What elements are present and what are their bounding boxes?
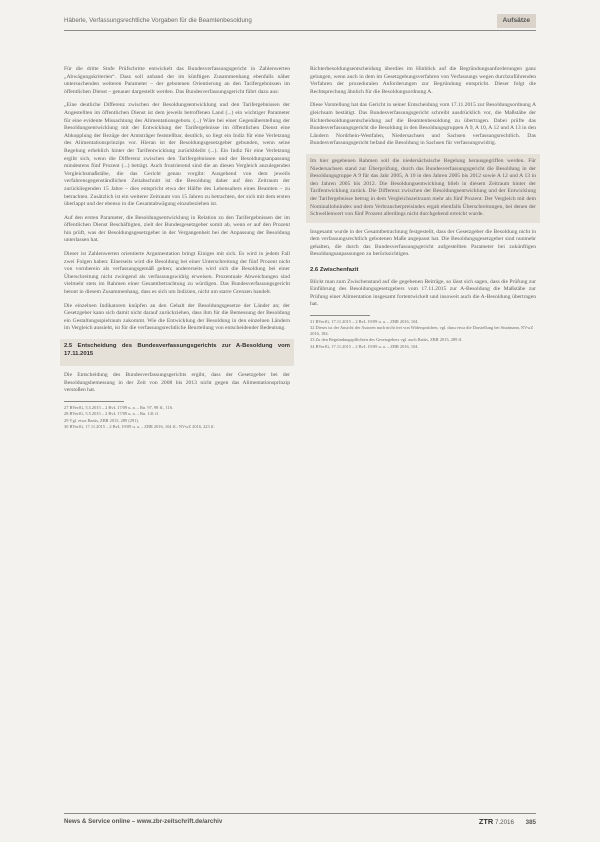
highlight-box bbox=[306, 154, 540, 223]
footnote: 30 BVerfG, 17.11.2015 – 2 BvL 19/09 u. a. – ZBR 2016, 104 ff.; NVwZ 2016, 223 ff. bbox=[64, 424, 215, 430]
footnote-rule bbox=[64, 401, 124, 402]
issue-number: 7.2016 bbox=[495, 819, 514, 826]
section-heading: 2.6 Zwischenfazit bbox=[310, 267, 359, 274]
paragraph: Die einzelnen Indikatoren knüpfen an den Gehalt der Besoldungsgesetze der Länder an; der Gesetzgeber kann sich damit nicht darauf zurückziehen, dass ihm für die Bemessung der Besoldung ein Gestaltungsspielraum zukommt. Wie die Entwicklung der Besoldung in den einzelnen Ländern im Vergleich aussieht, ist für die verfassungsrechtliche Beurteilung von entscheidender Bedeutung. bbox=[64, 302, 290, 332]
footnote: 32 Dieses ist der Ansicht der Autoren nach nicht frei von Widersprüchen, vgl. dazu etwa die Darstellung bei Stuttmann, NVwZ 2016, 184. bbox=[310, 325, 534, 336]
left-column bbox=[64, 66, 290, 431]
footnote: 31 BVerfG, 17.11.2015 – 2 BvL 19/09 u. a. – ZBR 2016, 104. bbox=[310, 318, 419, 324]
right-column bbox=[310, 66, 536, 351]
footnote: 33 Zu den Begründungspflichten des Gesetzgebers vgl. auch Battis, ZBR 2015, 289 ff. bbox=[310, 337, 463, 343]
running-title: Häberle, Verfassungsrechtliche Vorgaben für die Beamtenbesoldung bbox=[64, 17, 252, 24]
paragraph: Die Entscheidung des Bundesverfassungsgerichts ergibt, dass der Gesetzgeber bei der Besoldungsbemessung in der Zeit von 2008 bis 2013 nicht gegen das Alimentationsprinzip verstoßen hat. bbox=[64, 372, 290, 394]
running-header bbox=[64, 14, 536, 28]
footnote: 27 BVerfG, 5.5.2015 – 2 BvL 17/09 u. a. – Rn. 97, 98 ff., 116. bbox=[64, 404, 174, 410]
paragraph: Blickt man zum Zwischenstand auf die gegebenen Beiträge, so lässt sich sagen, dass die Prüfung zur Einführung des Besoldungsgesetzgebers vom 17.11.2015 zur A-Besoldung die Maßstäbe zur Prüfung einer Alimentation insgesamt fortentwickelt und insoweit auch die A-Besoldung übertragen hat. bbox=[310, 278, 536, 308]
header-rule bbox=[64, 30, 536, 31]
paragraph: Auf den ersten Parameter, die Besoldungsentwicklung in Relation zu den Tarifergebnissen der im öffentlichen Dienst Beschäftigten, zielt der Bundesgesetzgeber somit ab, wenn er auf den Prozent hin prüft, was der Besoldungsgesetzgeber in der Vergangenheit bei der Anpassung der Besoldung unterlassen hat. bbox=[64, 214, 290, 244]
footnote: 29 Vgl. etwa Battis, ZBR 2015, 289 (291). bbox=[64, 417, 139, 423]
section-box bbox=[60, 339, 294, 366]
journal-name: ZTR bbox=[478, 817, 494, 826]
paragraph: Im hier gegebenen Rahmen soll die niedersächsische Regelung herausgegriffen werden. Für Niedersachsen stand zur Überprüfung, durch das Bundesverfassungsgericht die Besoldung in der Besoldungsgruppe A 9 für das Jahr 2005, A 10 in den Jahren 2005 bis 2012 sowie A 12 und A 13 in den Jahren 2005 bis 2012. Die Besoldungsentwicklung blieb in diesem Zeitraum hinter der Tarifentwicklung zurück. Die Differenz zwischen der Besoldungsentwicklung und der Entwicklung der Tarifergebnisse betrug in dem Vergleichszeitraum mehr als fünf Prozent. Der Vergleich mit dem Nominallohnindex und dem Verbraucherpreisindex ergab ebenfalls Überschreitungen, bei denen der Schwellenwert von fünf Prozent allerdings nicht durchgehend erreicht wurde. bbox=[310, 157, 536, 218]
paragraph: Diese Vorstellung hat das Gericht in seiner Entscheidung vom 17.11.2015 zur Besoldungsordnung A gleichsam bestätigt. Das Bundesverfassungsgericht schreibt ausdrücklich vor, die Maßstäbe der Richterbesoldungsentscheidung auf die Beamtenbesoldung zu übertragen. Dabei prüfte das Bundesverfassungsgericht die Besoldung in den Besoldungsgruppen A 9, A 10, A 12 und A 13 in den Ländern Nordrhein-Westfalen, Niedersachsen und Sachsen verfassungsrechtlich. Das Bundesverfassungsgericht befand die Besoldung in Sachsen für verfassungswidrig. bbox=[310, 102, 536, 147]
page-footer bbox=[64, 816, 536, 828]
paragraph: Richterbesoldungsentscheidung überdies im Hinblick auf die Begründungsanforderungen ganz gelungen, wenn auch in dem im Gesetzgebungsverfahren von Verfassungs wegen durchzuführenden Verfahren der prozeduralen Anforderungen zur Begründung entspricht. Dieser folgt die Rechtsprechung ähnlich für die Besoldungsordnung A. bbox=[310, 66, 536, 95]
paragraph: Dieser ist Zahlenwerten orientierte Argumentation bringt Einiges mit sich. Es wird in jedem Fall zwei Folgen haben: Einerseits wird die Besoldung bei einer Unterschreitung der fünf Prozent nicht von vornherein als verfassungsgemäß gelten; andererseits wird sich die Besoldung bei einer Überschreitung nicht zwingend als verfassungswidrig erweisen. Prozentuale Abweichungen sind vielmehr stets im Rahmen einer Gesamtbetrachtung zu würdigen. Das Bundesverfassungsgericht betont in diesem Zusammenhang, dass es sich um Indizien, nicht um starre Grenzen handelt. bbox=[64, 251, 290, 296]
paragraph: Für die dritte Stufe Prüfschritte entwickelt das Bundesverfassungsgericht in Zahlenwerten „Abwägungskriterien“. Dass soll anhand der im künftigen Zusammenhang ebenfalls näher untersuchenden weiteren Parameter – der gebotenen Orientierung an den Tarifergebnissen im öffentlichen Dienst – genauer dargestellt werden. Das Bundesverfassungsgericht führt dazu aus: bbox=[64, 66, 290, 95]
footer-link[interactable]: News & Service online – www.zbr-zeitschrift.de/archiv bbox=[64, 818, 223, 825]
footnote-rule bbox=[310, 315, 370, 316]
section-heading: 2.5 Entscheidung des Bundesverfassungsgerichts zur A-Besoldung vom 17.11.2015 bbox=[64, 343, 290, 357]
page-number: 385 bbox=[525, 819, 536, 826]
paragraph: „Eine deutliche Differenz zwischen der Besoldungsentwicklung und den Tarifergebnissen der Angestellten im öffentlichen Dienst ist dem jeweils betroffenen Land (...) ein wichtiger Parameter für eine evidente Missachtung des Alimentationsgebots. (...) Wäre bei einer Gegenüberstellung der Besoldungsentwicklung mit der Entwicklung der Tarifergebnisse im öffentlichen Dienst eine Abkopplung der Bezüge der Amtsträger feststellbar, deutlich, so liegt ein Indiz für eine Verletzung des Alimentationsprinzips vor. Hieran ist der Besoldungsgesetzgeber gebunden, wenn seine Regelung erheblich hinter der Tarifentwicklung zurückbleibt (...). Ein Indiz für eine Verletzung ergibt sich, wenn die Differenz zwischen den Tarifergebnissen und der Besoldungsanpassung mindestens fünf Prozent (...) beträgt. Auch frustrierend sind die an diesen Vergleich anzulegenden Vergleichsmaßstäbe, die das Gericht genau vorgibt: Ausgehend von dem jeweils verfahrensgegenständlichen Zeitabschnitt ist die Besoldung daher auf den Zeitraum der zurückliegenden 15 Jahre – dies entspricht etwa der Hälfte des Lebensalters eines Beamten – zu betrachten. Zusätzlich ist ein weiterer Zeitraum von 15 Jahren zu betrachten, der sich mit dem ersten überlappt und der ebenso in die Gesamtabwägung einzubeziehen ist. bbox=[64, 102, 290, 208]
footnote: 28 BVerfG, 5.5.2015 – 2 BvL 17/09 u. a. – Rn. 141 ff. bbox=[64, 411, 160, 417]
section-label: Aufsätze bbox=[497, 14, 536, 28]
footnote: 34 BVerfG, 17.11.2015 – 2 BvL 19/09 u. a. – ZBR 2016, 104. bbox=[310, 344, 419, 349]
footer-rule bbox=[64, 813, 536, 814]
paragraph: Insgesamt wurde in der Gesamtbetrachtung festgestellt, dass der Gesetzgeber die Besoldung nicht in dem verfassungsrechtlich gebotenen Maße angepasst hat. Die Besoldungsgesetzgeber sind nunmehr gehalten, die durch das Bundesverfassungsgericht aufgestellten Parameter bei zukünftigen Besoldungsanpassungen zu berücksichtigen. bbox=[310, 228, 536, 258]
footer-issue-info bbox=[479, 817, 536, 826]
